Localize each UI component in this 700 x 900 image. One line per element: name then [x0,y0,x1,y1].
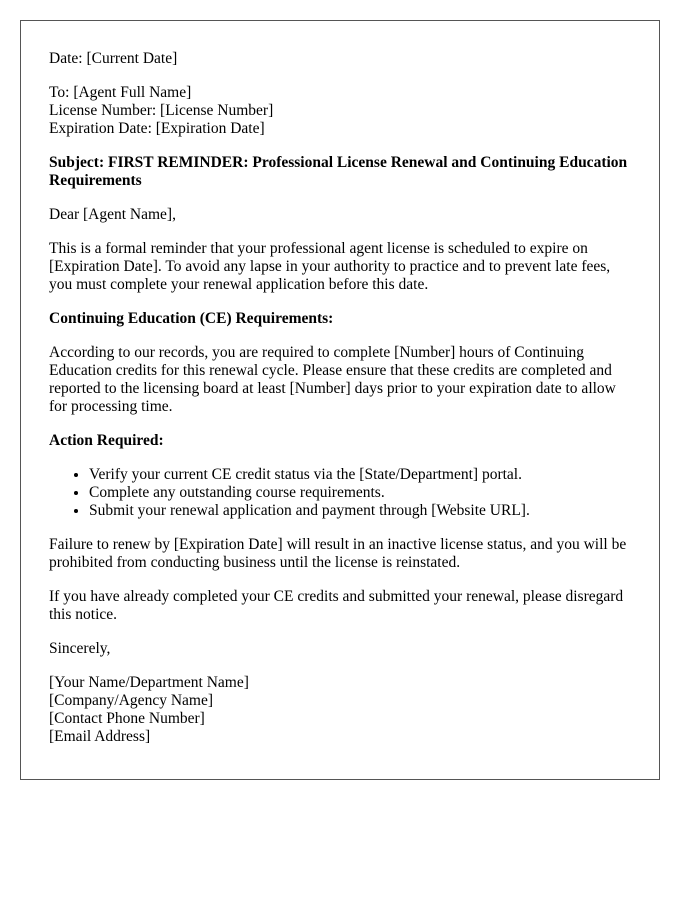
signature-email: [Email Address] [49,728,151,745]
intro-paragraph: This is a formal reminder that your professional agent license is scheduled to expire on [Expiration Date]. To avoid any lapse in your authority to practice and to prevent late fees, you must complete your renewal application before this date. [49,240,611,293]
recipient-block [49,84,631,138]
letter [20,20,660,780]
signature-block [49,674,631,746]
closing: Sincerely, [49,640,111,657]
ce-requirements-heading: Continuing Education (CE) Requirements: [49,310,334,327]
action-list [49,466,631,520]
action-item: • Submit your renewal application and payment through [Website URL]. [89,502,631,520]
signature-name: [Your Name/Department Name] [49,674,249,691]
recipient-to: To: [Agent Full Name] [49,84,192,101]
subject-line: Subject: FIRST REMINDER: Professional License Renewal and Continuing Education Requirements [49,154,628,189]
signature-phone: [Contact Phone Number] [49,710,205,727]
disregard-paragraph: If you have already completed your CE credits and submitted your renewal, please disregard this notice. [49,588,624,623]
recipient-license-number: License Number: [License Number] [49,102,274,119]
failure-paragraph: Failure to renew by [Expiration Date] will result in an inactive license status, and you will be prohibited from conducting business until the license is reinstated. [49,536,627,571]
salutation: Dear [Agent Name], [49,206,176,223]
action-required-heading: Action Required: [49,432,164,449]
ce-requirements-paragraph: According to our records, you are required to complete [Number] hours of Continuing Education credits for this renewal cycle. Please ensure that these credits are completed and reported to the licensing board at least [Number] days prior to your expiration date to allow for processing time. [49,344,616,415]
date-line: Date: [Current Date] [49,50,178,67]
action-item: • Verify your current CE credit status via the [State/Department] portal. [89,466,631,484]
signature-company: [Company/Agency Name] [49,692,213,709]
recipient-expiration-date: Expiration Date: [Expiration Date] [49,120,265,137]
action-item: • Complete any outstanding course requirements. [89,484,631,502]
